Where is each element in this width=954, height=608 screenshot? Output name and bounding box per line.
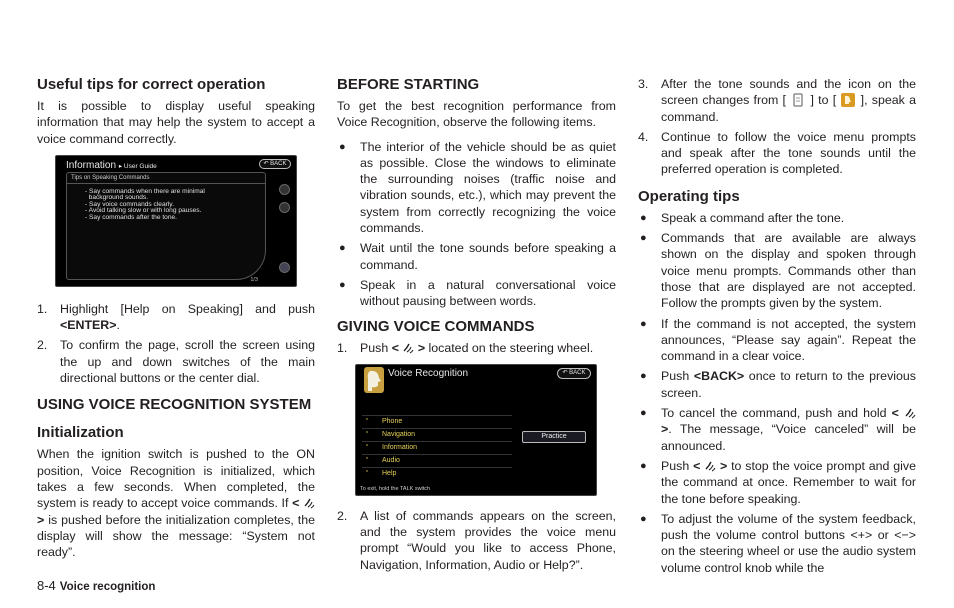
- paragraph-useful-tips: It is possible to display useful speaking information that may help the system to accept a voice command correctly.: [37, 99, 315, 146]
- scroll-up-icon: [279, 184, 290, 195]
- screen-breadcrumb: ▸ User Guide: [118, 162, 157, 170]
- back-label: BACK: [270, 160, 287, 167]
- back-button: [557, 368, 591, 379]
- giving-step-2: [337, 508, 616, 573]
- bullet-icon: ●: [640, 317, 647, 330]
- step-text-mid: ] to [: [806, 93, 841, 108]
- talk-switch-icon: [904, 407, 916, 419]
- talk-switch-icon: [704, 460, 716, 472]
- screen-title: Voice Recognition: [388, 367, 469, 379]
- bullet-icon: ●: [640, 232, 647, 245]
- screen-title: [66, 160, 157, 173]
- init-text-1: When the ignition switch is pushed to the ON position, Voice Recognition is initialized, which takes a few seconds. When completed, the system is ready to accept voice commands. If: [37, 447, 315, 511]
- heading-giving-voice-commands: GIVING VOICE COMMANDS: [337, 317, 535, 335]
- step-text: A list of commands appears on the screen, and the system provides the voice menu prompt “Would you like to access Phone, Navigation, Information, Audio or Help?”.: [360, 508, 616, 572]
- bullet-icon: ●: [339, 242, 346, 255]
- bullet-text: Speak in a natural conversational voice without pausing between words.: [360, 277, 616, 309]
- init-text-2: is pushed before the initialization completes, the display will show the message: “System not ready”.: [37, 512, 315, 560]
- menu-item-navigation: [362, 428, 512, 441]
- giving-step-1: [337, 340, 616, 356]
- bullet-item: [638, 405, 916, 454]
- screenshot-information-user-guide: [55, 155, 297, 287]
- step-number: 1.: [37, 301, 48, 316]
- bullet-text: Push: [661, 369, 694, 384]
- divider: [67, 183, 266, 184]
- bullet-text: Speak a command after the tone.: [661, 210, 845, 225]
- tip-line: - Say commands when there are minimal: [85, 187, 205, 195]
- tip-line: background sounds.: [85, 194, 149, 202]
- bullet-item: [337, 240, 616, 273]
- practice-button: Practice: [522, 431, 586, 443]
- back-icon: ↶: [562, 369, 568, 376]
- step-text: After the tone sounds and the icon on the screen changes from [: [661, 77, 916, 108]
- bullet-text-end: once to return to the previous screen.: [661, 369, 916, 400]
- talk-key-open: <: [891, 406, 904, 421]
- step-number: 2.: [37, 338, 48, 353]
- bullet-text: The interior of the vehicle should be as quiet as possible. Close the windows to eliminate the surrounding noises (traffic noise and vibration sounds, etc.), which may prevent the system from correctly recognizing the voice commands.: [360, 139, 616, 236]
- heading-useful-tips: Useful tips for correct operation: [37, 76, 266, 93]
- bullet-item: [638, 230, 916, 311]
- exit-hint: To exit, hold the TALK switch: [360, 485, 431, 492]
- bullet-text: Push: [661, 458, 694, 473]
- back-icon: ↶: [263, 160, 269, 167]
- bullet-item: [638, 210, 916, 226]
- bullet-text: To adjust the volume of the system feedback, push the volume control buttons <+> or <−> on the steering wheel or use the audio system volume control knob while the: [661, 511, 916, 575]
- back-label: BACK: [569, 369, 586, 376]
- bullet-text: Wait until the tone sounds before speaking a command.: [360, 241, 616, 272]
- menu-item-label: Navigation: [382, 430, 416, 438]
- operating-tips-bullets: [638, 210, 916, 576]
- bullet-text-end: to stop the voice prompt and give the command at once. Remember to wait for the tone before speaking.: [661, 458, 916, 506]
- heading-operating-tips: Operating tips: [638, 187, 740, 205]
- step-1: [37, 301, 315, 334]
- page-footer: [37, 578, 155, 595]
- bullet-icon: ●: [339, 278, 346, 291]
- bullet-text: Commands that are available are always shown on the display and spoken through voice menu prompts. Commands other than those that are displayed are not accepted. Follow the prompts given by the system.: [661, 231, 916, 311]
- step-text: Highlight [Help on Speaking] and push: [60, 301, 315, 316]
- menu-item-help: [362, 467, 512, 480]
- step-text: Push: [360, 340, 392, 355]
- talk-key-close: >: [37, 512, 45, 527]
- heading-before-starting: BEFORE STARTING: [337, 76, 480, 93]
- tips-list: [85, 189, 205, 222]
- step-2: [37, 337, 315, 386]
- waiting-icon: [790, 93, 806, 107]
- bullet-text: If the command is not accepted, the system announces, “Please say again”. Repeat the command in a clear voice.: [661, 316, 916, 364]
- bullet-text-end: . The message, “Voice canceled” will be announced.: [661, 422, 916, 453]
- talk-switch-icon: [303, 497, 315, 509]
- bullet-item: [638, 458, 916, 507]
- column-left: [37, 76, 315, 568]
- listening-icon: [840, 93, 856, 107]
- page-indicator: 1/3: [250, 276, 258, 283]
- step-text: To confirm the page, scroll the screen using the up and down switches of the main directional buttons or the center dial.: [60, 338, 315, 386]
- section-name: Voice recognition: [59, 581, 156, 593]
- voice-face-icon: [364, 367, 384, 393]
- screenshot-voice-recognition-menu: [355, 364, 597, 496]
- bullet-text: To cancel the command, push and hold: [661, 406, 892, 421]
- heading-initialization: Initialization: [37, 424, 124, 442]
- bullet-item: [337, 139, 616, 237]
- talk-key-open: <: [391, 340, 403, 355]
- paragraph-before-starting: To get the best recognition performance from Voice Recognition, observe the following items.: [337, 99, 616, 130]
- help-steps: [37, 301, 315, 386]
- tips-panel-title: Tips on Speaking Commands: [71, 174, 150, 181]
- tip-line: - Avoid talking slow or with long pauses.: [85, 207, 202, 215]
- bullet-item: [638, 368, 916, 401]
- talk-key-open: <: [292, 496, 303, 511]
- menu-item-label: Information: [382, 443, 418, 451]
- voice-menu: [362, 415, 512, 480]
- bullet-icon: ●: [640, 459, 647, 472]
- bullet-icon: ●: [339, 140, 346, 153]
- tip-line: - Say voice commands clearly.: [85, 200, 174, 208]
- menu-item-audio: [362, 454, 512, 467]
- back-key-label: <BACK>: [693, 369, 745, 384]
- screen-title-text: Information: [66, 159, 117, 171]
- bullet-icon: ●: [640, 407, 647, 420]
- giving-step-4: [638, 129, 916, 178]
- step-number: 2.: [337, 508, 348, 523]
- back-button: [259, 159, 291, 169]
- step-number: 3.: [638, 77, 649, 91]
- column-middle: [337, 76, 616, 577]
- bullet-icon: ●: [640, 211, 647, 224]
- talk-switch-icon: [402, 342, 414, 354]
- menu-item-label: Help: [382, 469, 397, 477]
- step-number: 1.: [337, 340, 348, 355]
- bullet-item: [638, 511, 916, 576]
- menu-item-label: Audio: [382, 456, 400, 464]
- column-right: [638, 76, 916, 582]
- talk-key-close: >: [716, 458, 728, 473]
- step-text: Continue to follow the voice menu prompts and speak after the tone sounds until the preferred operation is completed.: [661, 129, 916, 177]
- menu-item-phone: [362, 415, 512, 428]
- voice-prompt-icon: “: [366, 469, 369, 477]
- page-number: 8-4: [37, 578, 56, 593]
- paragraph-initialization: [37, 446, 315, 560]
- voice-prompt-icon: “: [366, 443, 369, 451]
- talk-key-close: >: [414, 340, 426, 355]
- bullet-icon: ●: [640, 370, 647, 383]
- tips-panel: [66, 172, 266, 280]
- talk-key-open: <: [693, 458, 705, 473]
- tip-line: - Say commands after the tone.: [85, 213, 177, 221]
- voice-prompt-icon: “: [366, 417, 369, 425]
- scroll-mid-icon: [279, 202, 290, 213]
- voice-prompt-icon: “: [366, 456, 369, 464]
- scroll-down-icon: [279, 262, 290, 273]
- enter-key-label: <ENTER>: [60, 318, 117, 333]
- bullet-item: [337, 277, 616, 310]
- bullet-icon: ●: [640, 512, 647, 525]
- step-text-end: ], speak a command.: [661, 93, 917, 124]
- step-number: 4.: [638, 129, 649, 144]
- before-starting-bullets: [337, 139, 616, 310]
- voice-prompt-icon: “: [366, 430, 369, 438]
- bullet-item: [638, 316, 916, 365]
- step-text-end: located on the steering wheel.: [425, 340, 594, 355]
- giving-step-3: [638, 76, 916, 125]
- menu-item-information: [362, 441, 512, 454]
- heading-using-voice-recognition: USING VOICE RECOGNITION SYSTEM: [37, 396, 312, 414]
- talk-key-close: >: [661, 422, 669, 437]
- step-text-end: .: [116, 318, 120, 333]
- menu-item-label: Phone: [382, 417, 403, 425]
